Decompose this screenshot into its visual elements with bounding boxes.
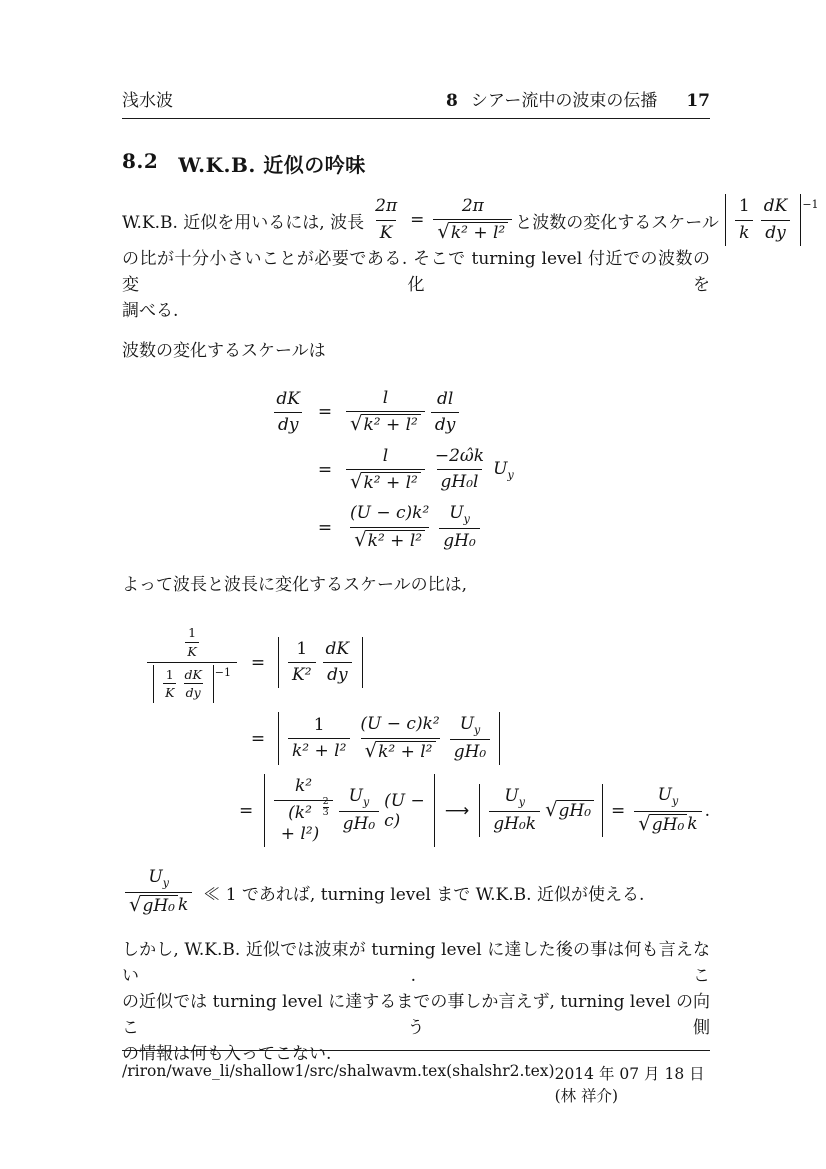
paragraph-1-line-1 xyxy=(122,194,819,246)
paragraph-4 xyxy=(122,867,710,917)
fraction-Uy-over-gH0: $\frac{U_y}{\text{gH₀}}$ xyxy=(439,503,480,552)
abs-scale-term-small xyxy=(153,665,231,703)
fraction-one-over-k2l2: $\frac{1}{\text{k² + l²}}$ xyxy=(288,715,350,763)
radical-icon: √ xyxy=(437,220,450,243)
paragraph-3: よって波長と波長に変化するスケールの比は, xyxy=(122,575,468,596)
fraction-wavelength: $\frac{2\pi}{K}$ xyxy=(375,196,398,243)
superscript-minus-one: −1 xyxy=(214,665,231,679)
equals-sign: = xyxy=(317,459,333,480)
equation-2-row-2 xyxy=(122,712,710,765)
running-header xyxy=(122,86,710,119)
fraction-U-minus-c: (U − c)k² √ k² + l² xyxy=(350,503,430,551)
fraction-dl-dy: $\frac{dl}{dy}$ xyxy=(431,389,460,437)
abs-group-limit xyxy=(479,784,603,837)
equals-sign: = xyxy=(250,728,266,749)
equals-sign: = xyxy=(250,652,266,673)
para4-text: ≪ 1 であれば, turning level まで W.K.B. 近似が使える. xyxy=(203,884,645,905)
equals-sign: = xyxy=(410,210,425,230)
fraction-ratio-lhs xyxy=(147,622,237,703)
fraction-condition: $U_y$ √ gH₀ k xyxy=(125,867,192,917)
abs-group xyxy=(278,637,363,689)
paragraph-5-line-1: しかし, W.K.B. 近似では波束が turning level に達した後の事は何も言えない. こ xyxy=(122,940,710,987)
page-footer xyxy=(122,1050,710,1106)
equation-2-row-3 xyxy=(122,774,710,847)
radical-icon: √ xyxy=(364,738,378,762)
fraction-Uy-over-gH0: $\frac{U_y}{\text{gH₀}}$ xyxy=(450,714,491,763)
fraction-omega-term: $\frac{-2\omegâk}{\text{gH₀l}}$ xyxy=(434,446,485,493)
equals-sign: = xyxy=(317,517,333,538)
paragraph-1-line-2: の比が十分小さいことが必要である. そこで turning level 付近での波数の変化を xyxy=(122,249,710,295)
paragraph-1-line-3: 調べる. xyxy=(122,301,179,321)
footer-date-author: 2014 年 07 月 18 日 (林 祥介) xyxy=(554,1065,705,1105)
equation-2-row-1 xyxy=(122,622,710,703)
abs-scale-term xyxy=(725,194,819,246)
equals-sign: = xyxy=(611,800,626,821)
fraction-l-over-sqrt: l √ k² + l² xyxy=(346,446,425,495)
radical-icon: √ xyxy=(638,811,651,835)
section-title: W.K.B. 近似の吟味 xyxy=(178,153,366,177)
radical-icon: √ xyxy=(350,412,363,436)
fraction-dK-dy: $\frac{dK}{dy}$ xyxy=(760,196,792,244)
equation-1-row-2 xyxy=(122,446,710,495)
fraction-l-over-sqrt: l √ k² + l² xyxy=(346,388,425,437)
header-page-number: 17 xyxy=(686,91,710,111)
radical-icon: √ xyxy=(350,469,363,493)
paragraph-5-line-3: の情報は何も入ってこない. xyxy=(122,1044,332,1065)
equation-1-row-1 xyxy=(122,388,710,437)
equals-sign: = xyxy=(317,402,333,423)
sqrt-gH0-term: √ gH₀ xyxy=(545,800,594,821)
U-minus-c-term: (U − c) xyxy=(384,790,425,831)
paragraph-5 xyxy=(122,937,710,1067)
abs-group xyxy=(278,712,500,765)
long-right-arrow-icon: ⟶ xyxy=(444,800,470,821)
footer-file-path: /riron/wave_li/shallow1/src/shalwavm.tex(shalshr2.tex) xyxy=(122,1062,555,1080)
fraction-Uy-over-gH0: $\frac{U_y}{\text{gH₀}}$ xyxy=(339,786,380,835)
radical-icon: √ xyxy=(129,893,142,917)
fraction-dK-dy: $\frac{dK}{dy}$ xyxy=(184,666,202,701)
header-right xyxy=(446,86,710,111)
fraction-one-over-K: $\frac{1}{K}$ xyxy=(187,625,197,660)
header-chapter-number: 8 xyxy=(445,91,458,111)
fraction-U-minus-c-sqrt: (U − c)k² √ k² + l² xyxy=(360,714,440,762)
fraction-dK-dy-lhs: $\frac{dK}{dy}$ xyxy=(272,389,304,437)
para1-text-2: と波数の変化するスケール xyxy=(515,212,719,233)
page-content xyxy=(122,86,819,1067)
fraction-wavelength-sqrt: 2π √ k² + l² xyxy=(433,196,512,245)
equals-sign: = xyxy=(238,800,254,821)
fraction-dK-dy: $\frac{dK}{dy}$ xyxy=(322,639,354,687)
header-chapter-title: シアー流中の波束の伝播 xyxy=(470,91,658,111)
fraction-k2-over-k2l2-exp: k² (k² + l²) 2 3 xyxy=(274,776,332,845)
abs-group xyxy=(264,774,434,847)
exponent-two-thirds: 2 3 xyxy=(322,795,329,818)
U-y-term: $U_y$ xyxy=(493,458,514,481)
equation-2 xyxy=(122,622,710,847)
header-doc-title: 浅水波 xyxy=(122,91,173,111)
para1-text-1: W.K.B. 近似を用いるには, 波長 xyxy=(122,212,365,233)
section-heading xyxy=(122,149,710,178)
paragraph-5-line-2: の近似では turning level に達するまでの事しか言えず, turning level の向こう側 xyxy=(122,992,710,1039)
radical-icon: √ xyxy=(354,527,367,551)
equation-1-row-3 xyxy=(122,503,710,552)
period: . xyxy=(704,800,710,821)
radical-icon: √ xyxy=(545,798,558,822)
fraction-one-over-k: $\frac{1}{k}$ xyxy=(735,196,754,244)
fraction-one-over-K2: $\frac{1}{\text{K²}}$ xyxy=(288,639,316,687)
fraction-one-over-K: $\frac{1}{K}$ xyxy=(165,666,175,701)
fraction-final: $U_y$ √ gH₀ k xyxy=(634,785,701,835)
superscript-minus-one: −1 xyxy=(802,197,819,211)
equation-1 xyxy=(122,388,710,552)
section-number: 8.2 xyxy=(122,149,159,173)
fraction-Uy-over-gH0k: $\frac{U_y}{\text{gH₀k}}$ xyxy=(489,786,540,835)
paragraph-2: 波数の変化するスケールは xyxy=(122,341,326,361)
